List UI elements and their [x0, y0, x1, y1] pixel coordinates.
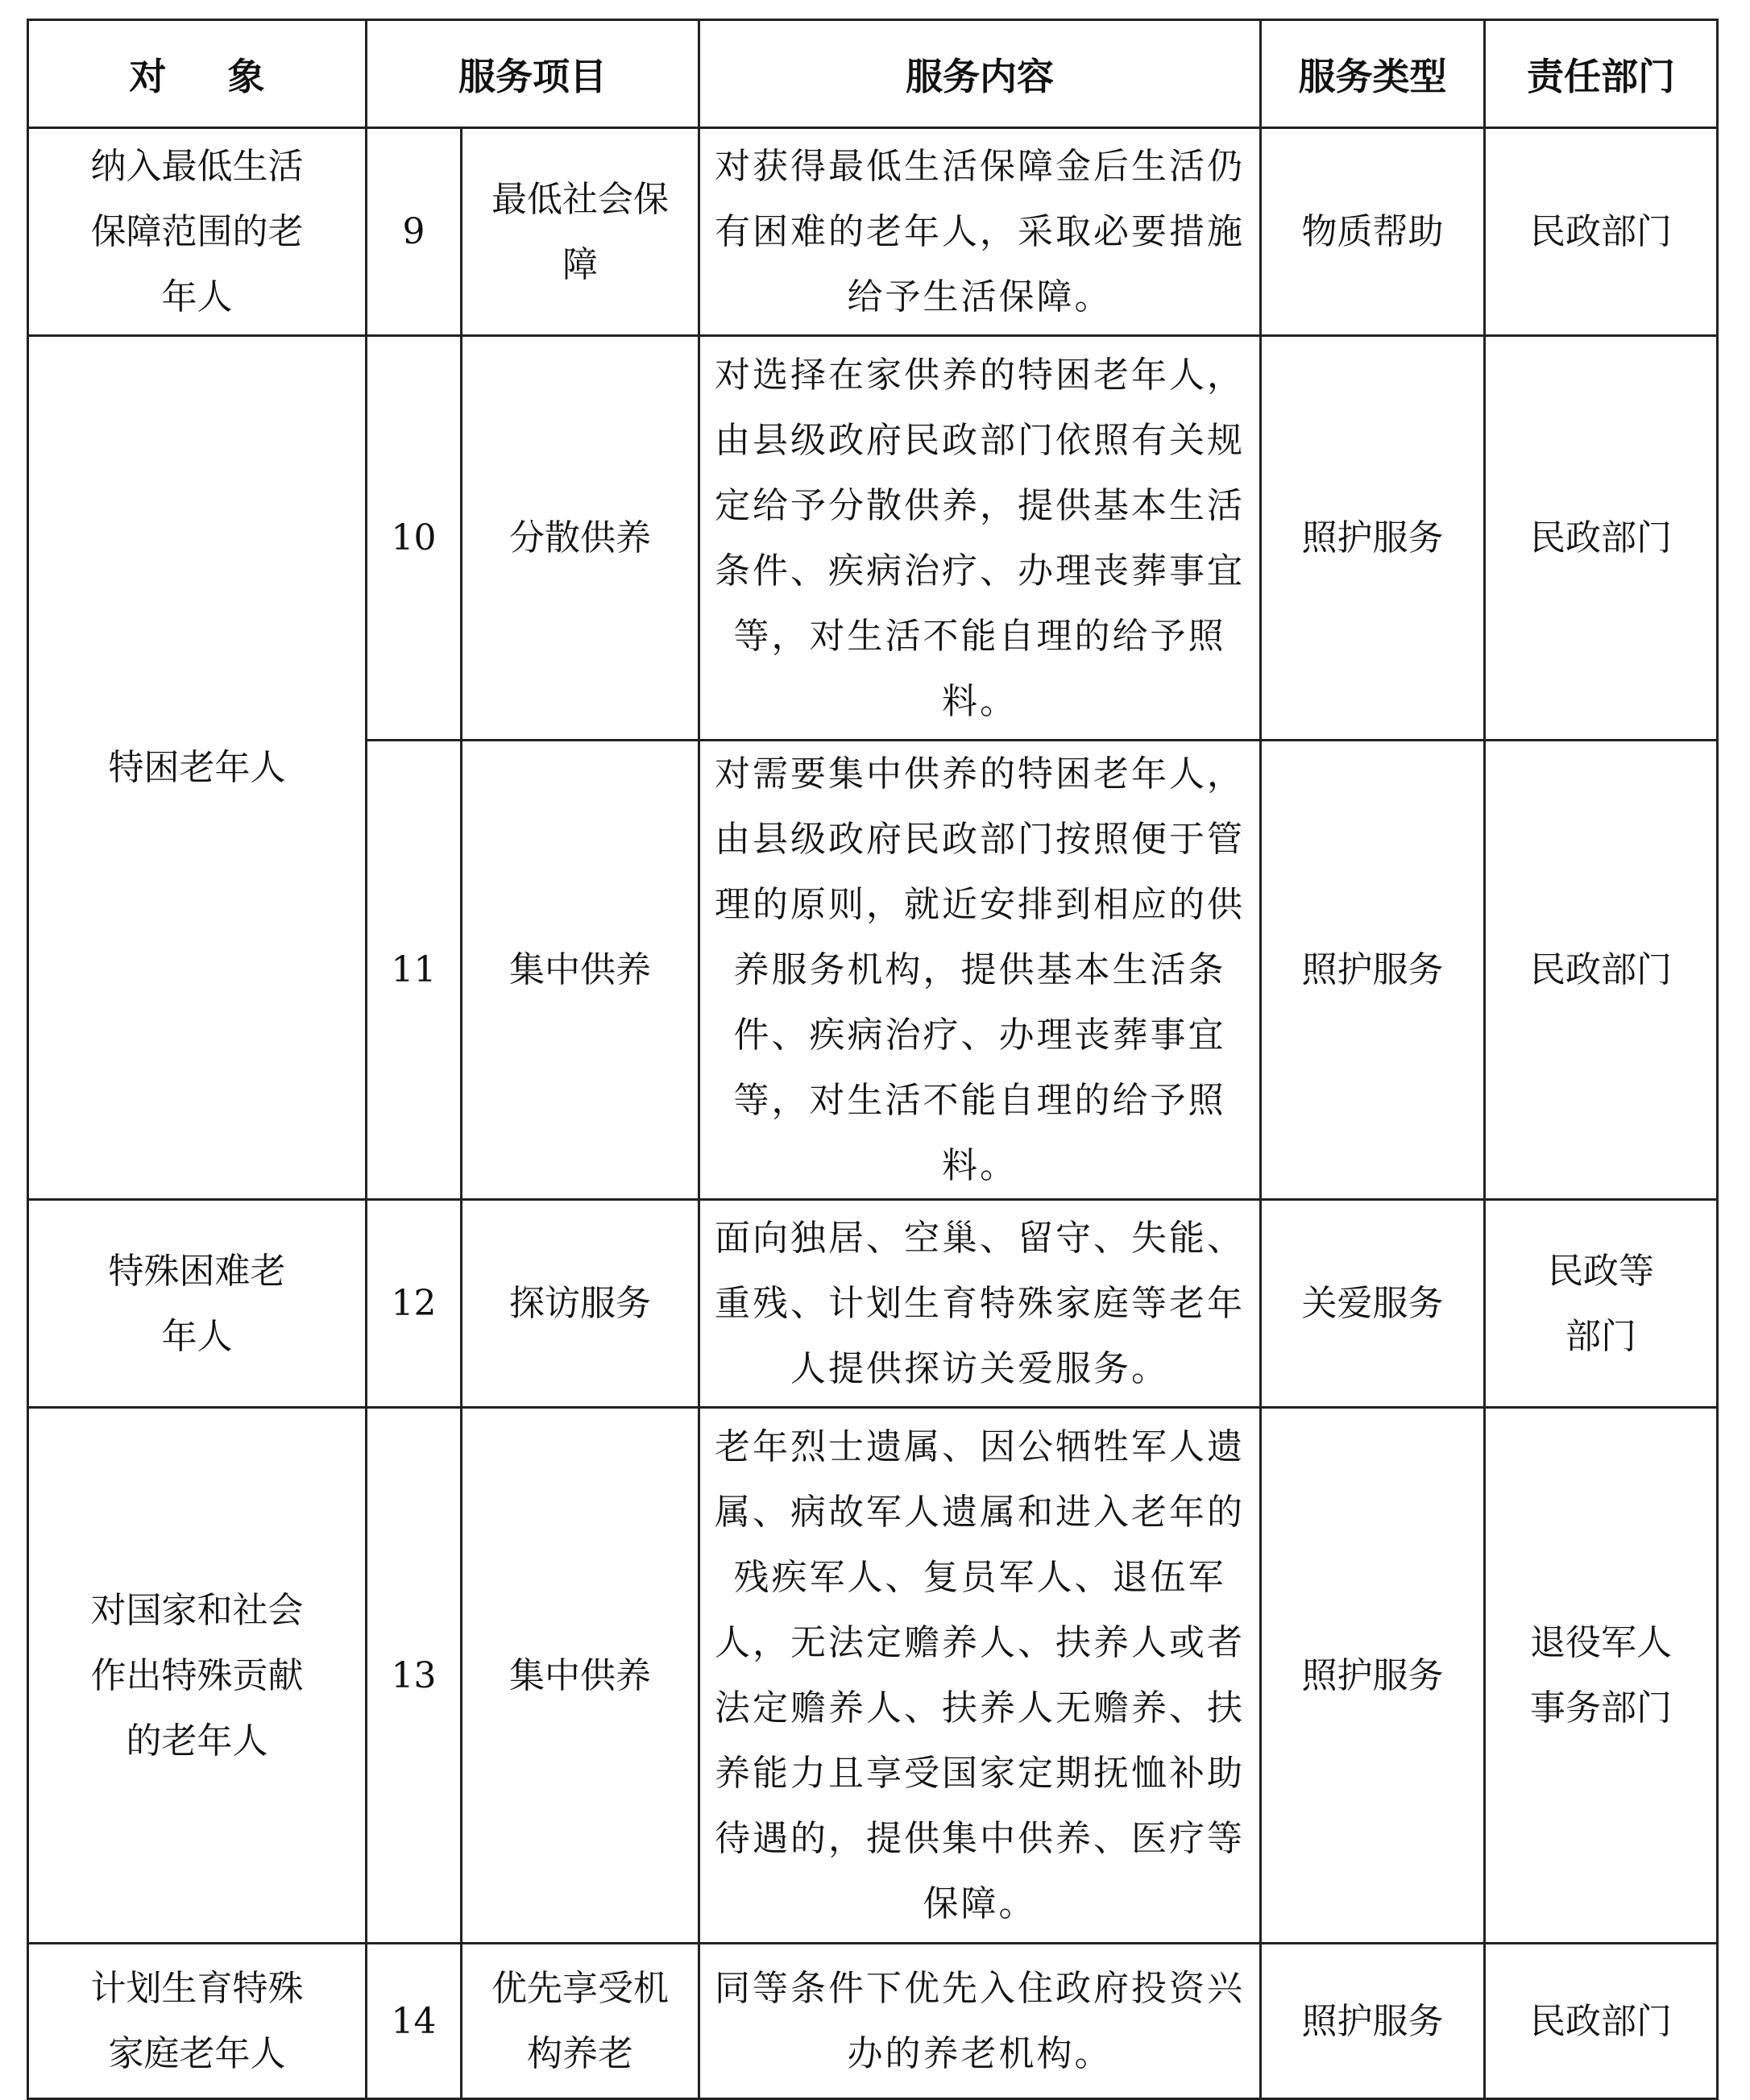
content-cell: 面向独居、空巢、留守、失能、重残、计划生育特殊家庭等老年人提供探访关爱服务。	[699, 1200, 1261, 1408]
header-row	[28, 20, 1718, 128]
content-cell: 老年烈士遗属、因公牺牲军人遗属、病故军人遗属和进入老年的残疾军人、复员军人、退伍军人，无法定赡养人、扶养人或者法定赡养人、扶养人无赡养、扶养能力且享受国家定期抚恤补助待遇的，提供集中供养、医疗等保障。	[699, 1408, 1261, 1944]
object-cell: 计划生育特殊家庭老年人	[28, 1944, 367, 2099]
item-cell: 分散供养	[462, 336, 699, 741]
dept-cell: 民政部门	[1485, 128, 1718, 336]
object-cell: 特殊困难老年人	[28, 1200, 367, 1408]
type-cell: 照护服务	[1261, 741, 1485, 1200]
content-cell: 对需要集中供养的特困老年人，由县级政府民政部门按照便于管理的原则，就近安排到相应的供养服务机构，提供基本生活条件、疾病治疗、办理丧葬事宜等，对生活不能自理的给予照料。	[699, 741, 1261, 1200]
content-cell: 同等条件下优先入住政府投资兴办的养老机构。	[699, 1944, 1261, 2099]
content-cell: 对选择在家供养的特困老年人，由县级政府民政部门依照有关规定给予分散供养，提供基本生活条件、疾病治疗、办理丧葬事宜等，对生活不能自理的给予照料。	[699, 336, 1261, 741]
object-cell: 特困老年人	[28, 336, 367, 1200]
table-row	[28, 336, 1718, 741]
content-cell: 对获得最低生活保障金后生活仍有困难的老年人，采取必要措施给予生活保障。	[699, 128, 1261, 336]
dept-cell: 退役军人事务部门	[1485, 1408, 1718, 1944]
number-cell: 14	[367, 1944, 462, 2099]
service-table	[27, 19, 1719, 2100]
item-cell: 优先享受机构养老	[462, 1944, 699, 2099]
header-item: 服务项目	[367, 20, 699, 128]
type-cell: 照护服务	[1261, 336, 1485, 741]
type-cell: 照护服务	[1261, 1408, 1485, 1944]
header-object: 对 象	[28, 20, 367, 128]
dept-cell: 民政部门	[1485, 741, 1718, 1200]
dept-cell: 民政部门	[1485, 336, 1718, 741]
number-cell: 9	[367, 128, 462, 336]
item-cell: 集中供养	[462, 1408, 699, 1944]
number-cell: 12	[367, 1200, 462, 1408]
type-cell: 物质帮助	[1261, 128, 1485, 336]
number-cell: 13	[367, 1408, 462, 1944]
header-dept: 责任部门	[1485, 20, 1718, 128]
item-cell: 探访服务	[462, 1200, 699, 1408]
header-type: 服务类型	[1261, 20, 1485, 128]
number-cell: 11	[367, 741, 462, 1200]
table-row	[28, 1200, 1718, 1408]
type-cell: 照护服务	[1261, 1944, 1485, 2099]
dept-cell: 民政等部门	[1485, 1200, 1718, 1408]
item-cell: 最低社会保障	[462, 128, 699, 336]
table-row	[28, 1944, 1718, 2099]
header-content: 服务内容	[699, 20, 1261, 128]
dept-cell: 民政部门	[1485, 1944, 1718, 2099]
table-row	[28, 128, 1718, 336]
item-cell: 集中供养	[462, 741, 699, 1200]
table-row	[28, 1408, 1718, 1944]
object-cell: 对国家和社会作出特殊贡献的老年人	[28, 1408, 367, 1944]
number-cell: 10	[367, 336, 462, 741]
type-cell: 关爱服务	[1261, 1200, 1485, 1408]
object-cell: 纳入最低生活保障范围的老年人	[28, 128, 367, 336]
